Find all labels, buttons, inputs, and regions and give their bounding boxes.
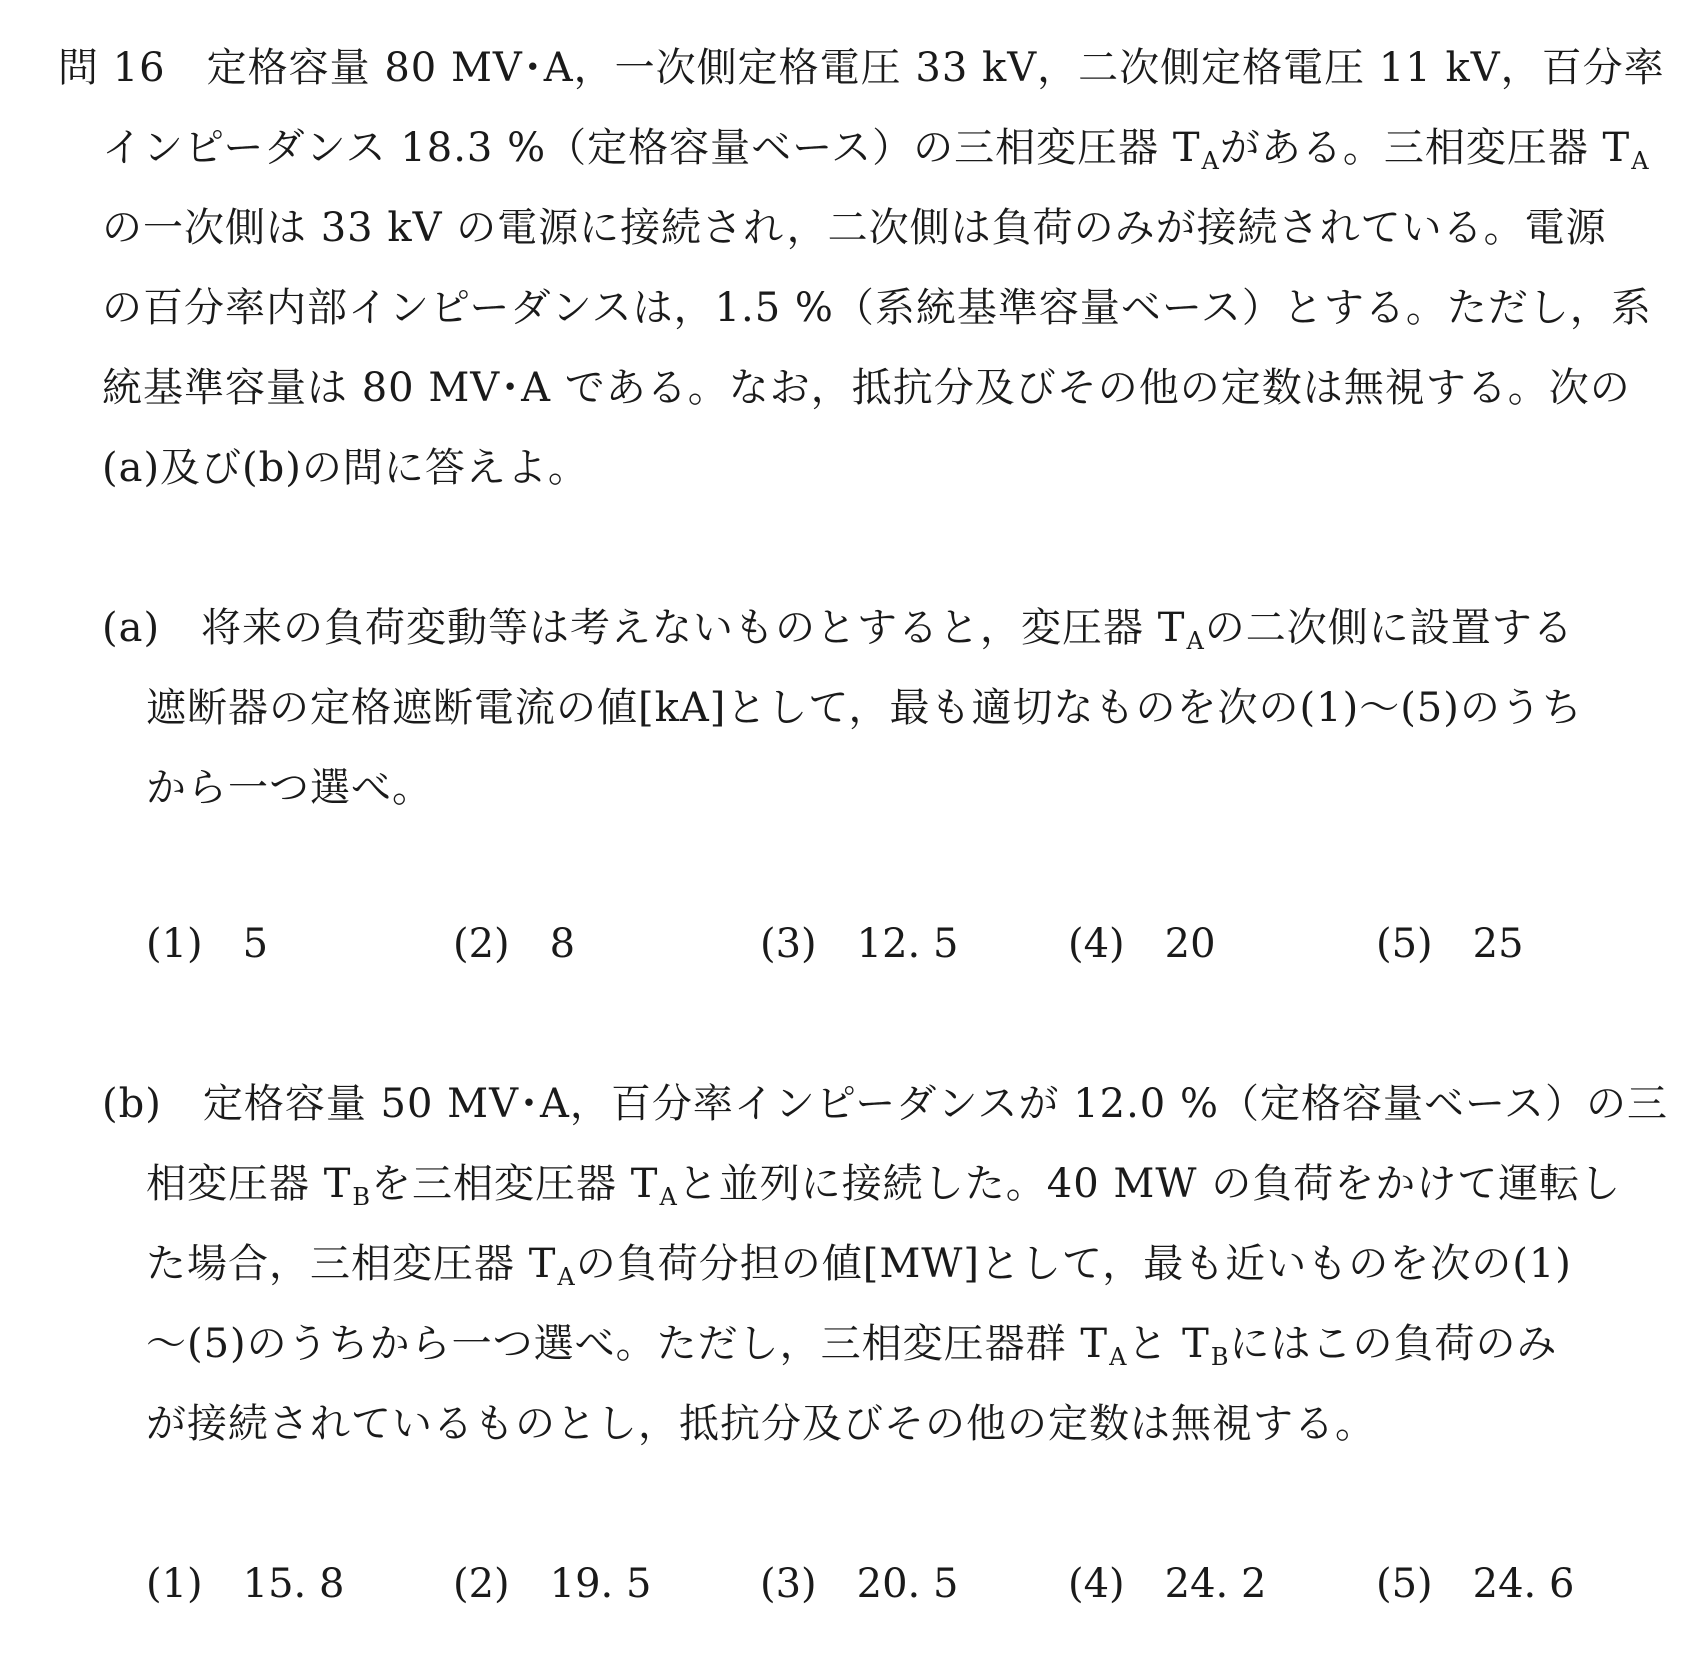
part-b-line-4-pre: ～(5)のうちから一つ選べ。ただし，三相変圧器群 T <box>146 1321 1109 1367</box>
question-line-6: (a)及び(b)の問に答えよ。 <box>102 445 589 491</box>
part-b-option-3: (3) 20. 5 <box>760 1561 959 1607</box>
part-a-option-1: (1) 5 <box>146 921 269 967</box>
part-a-line-3: から一つ選べ。 <box>146 765 433 811</box>
part-b-line-4-mid: と T <box>1127 1321 1210 1367</box>
subscript-a: A <box>1186 627 1205 655</box>
part-b-option-2: (2) 19. 5 <box>453 1561 652 1607</box>
part-b-line-3-post: の負荷分担の値[MW]として，最も近いものを次の(1) <box>575 1241 1572 1287</box>
part-a-option-2: (2) 8 <box>453 921 576 967</box>
part-b-option-1: (1) 15. 8 <box>146 1561 345 1607</box>
part-a-line-2: 遮断器の定格遮断電流の値[kA]として，最も適切なものを次の(1)～(5)のうち <box>146 685 1583 731</box>
subscript-a: A <box>1201 147 1220 175</box>
part-b-line-3 <box>146 1232 1572 1289</box>
subscript-a: A <box>557 1263 576 1291</box>
subscript-a: A <box>659 1183 678 1211</box>
part-b-line-1: (b) 定格容量 50 MV･A，百分率インピーダンスが 12.0 %（定格容量ベース）の三 <box>102 1081 1668 1127</box>
part-a-option-3: (3) 12. 5 <box>760 921 959 967</box>
part-b-line-3-pre: た場合，三相変圧器 T <box>146 1241 557 1287</box>
question-line-2-mid: がある。三相変圧器 T <box>1219 125 1631 171</box>
subscript-a: A <box>1631 147 1650 175</box>
part-a-line-1-post: の二次側に設置する <box>1204 605 1574 651</box>
part-a-options <box>146 912 1646 972</box>
part-b-options <box>146 1552 1646 1612</box>
question-line-3: の一次側は 33 kV の電源に接続され，二次側は負荷のみが接続されている。電源 <box>102 205 1607 251</box>
question-line-1: 問 16 定格容量 80 MV･A，一次側定格電圧 33 kV，二次側定格電圧 11 kV，百分率 <box>58 45 1665 91</box>
part-b-option-5: (5) 24. 6 <box>1376 1561 1575 1607</box>
subscript-b: B <box>1210 1343 1230 1371</box>
part-b-line-4-post: にはこの負荷のみ <box>1229 1321 1558 1367</box>
part-b-line-2 <box>146 1152 1621 1209</box>
subscript-a: A <box>1109 1343 1128 1371</box>
part-b-option-4: (4) 24. 2 <box>1068 1561 1267 1607</box>
question-line-2-text: インピーダンス 18.3 %（定格容量ベース）の三相変圧器 T <box>102 125 1201 171</box>
part-a-option-4: (4) 20 <box>1068 921 1216 967</box>
part-b-line-2-pre: 相変圧器 T <box>146 1161 352 1207</box>
subscript-b: B <box>352 1183 372 1211</box>
question-line-2 <box>102 116 1650 173</box>
part-a-line-1 <box>102 596 1574 653</box>
part-a-line-1-text: (a) 将来の負荷変動等は考えないものとすると，変圧器 T <box>102 605 1186 651</box>
part-b-line-4 <box>146 1312 1557 1369</box>
part-a-option-5: (5) 25 <box>1376 921 1524 967</box>
question-line-4: の百分率内部インピーダンスは，1.5 %（系統基準容量ベース）とする。ただし，系 <box>102 285 1652 331</box>
part-b-line-2-post: と並列に接続した。40 MW の負荷をかけて運転し <box>677 1161 1622 1207</box>
question-line-5: 統基準容量は 80 MV･A である。なお，抵抗分及びその他の定数は無視する。次の <box>102 365 1631 411</box>
part-b-line-5: が接続されているものとし，抵抗分及びその他の定数は無視する。 <box>146 1401 1376 1447</box>
part-b-line-2-mid: を三相変圧器 T <box>371 1161 659 1207</box>
